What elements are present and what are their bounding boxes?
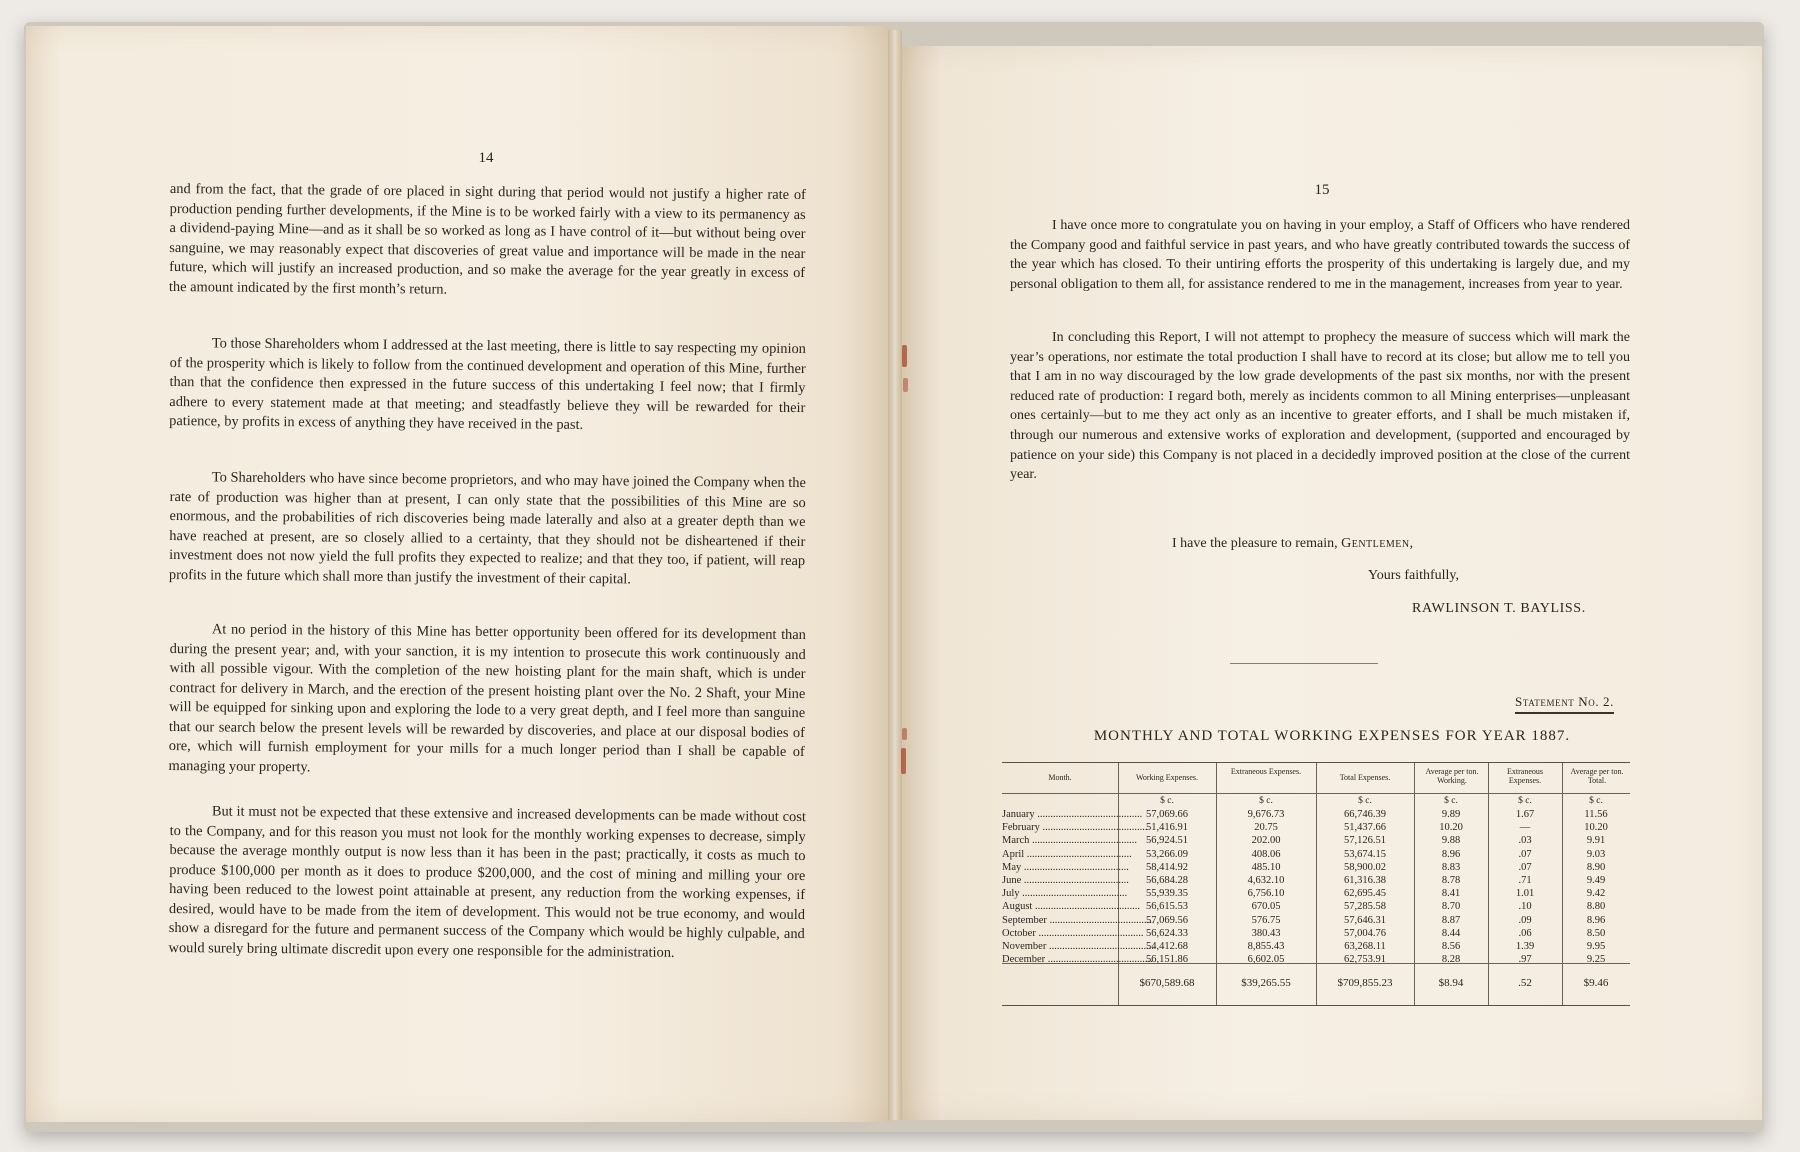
month-cell: September ........................................ bbox=[1002, 914, 1155, 926]
table-cell: 9.49 bbox=[1586, 875, 1606, 886]
table-cell: 8.44 bbox=[1441, 927, 1461, 939]
table-cell: 53,266.09 bbox=[1146, 848, 1188, 860]
table-cell: 8.50 bbox=[1586, 927, 1606, 939]
table-cell: 10.20 bbox=[1584, 822, 1608, 834]
table-cell: 61,316.38 bbox=[1344, 875, 1386, 886]
table-cell: 8,855.43 bbox=[1247, 941, 1285, 952]
table-cell: 57,285.58 bbox=[1344, 901, 1386, 913]
table-cell: 56,924.51 bbox=[1146, 835, 1188, 847]
table-title: MONTHLY AND TOTAL WORKING EXPENSES FOR YEAR 1887. bbox=[1093, 728, 1571, 744]
statement-label: Statement No. 2. bbox=[1515, 694, 1614, 714]
table-cell: 8.96 bbox=[1586, 914, 1606, 926]
table-cell: .09 bbox=[1518, 914, 1532, 926]
month-cell: March ........................................ bbox=[1002, 835, 1138, 847]
table-cell: 56,615.53 bbox=[1146, 901, 1188, 913]
left-paragraph-4: At no period in the history of this Mine has better opportunity been offered for its development than during the present year; and, with your sanction, it is my intention to prosecute this work continuously and with all possible vigour. With the completion of the new hoisting plant for the main shaft, which is under contract for delivery in March, and the erection of the present hoisting plant over the No. 2 Shaft, your Mine will be equipped for sinking upon and exploring the lode to a very great depth, and I feel more than sanguine that our search below the present levels will be rewarded by discoveries, and place at our disposal bodies of ore, which will furnish employment for your mills for a much longer period than I shall be capable of managing your property. bbox=[168, 621, 806, 775]
table-cell: 57,646.31 bbox=[1344, 914, 1386, 926]
table-cell: 8.80 bbox=[1586, 901, 1606, 913]
section-divider bbox=[1230, 663, 1378, 664]
table-cell: 8.90 bbox=[1586, 861, 1606, 873]
table-cell: 8.56 bbox=[1441, 941, 1461, 952]
header-avg-working: Average per ton. Working. bbox=[1425, 767, 1479, 785]
page-number-left: 14 bbox=[478, 150, 494, 166]
header-extraneous-per-ton: Extraneous Expenses. bbox=[1507, 767, 1543, 785]
table-cell: 9.95 bbox=[1586, 941, 1606, 952]
table-cell: 8.83 bbox=[1441, 861, 1461, 873]
table-cell: 1.67 bbox=[1515, 809, 1535, 820]
month-cell: May ........................................ bbox=[1002, 861, 1129, 873]
month-cell: June ........................................ bbox=[1002, 875, 1129, 886]
table-cell: 51,437.66 bbox=[1344, 822, 1386, 834]
table-cell: .97 bbox=[1518, 954, 1532, 966]
table-cell: 57,069.66 bbox=[1146, 809, 1188, 820]
unit-label: $ c. bbox=[1259, 796, 1273, 806]
month-cell: April ........................................ bbox=[1002, 848, 1132, 860]
table-cell: 57,069.56 bbox=[1146, 914, 1188, 926]
table-cell: 670.05 bbox=[1251, 901, 1281, 913]
totals-divider bbox=[1002, 963, 1630, 964]
table-cell: 56,684.28 bbox=[1146, 875, 1188, 886]
table-cell: 8.87 bbox=[1441, 914, 1461, 926]
table-cell: .07 bbox=[1518, 848, 1532, 860]
table-cell: 54,412.68 bbox=[1146, 941, 1188, 952]
table-cell: 8.78 bbox=[1441, 875, 1461, 886]
binding-stain bbox=[903, 378, 908, 392]
header-month: Month. bbox=[1048, 773, 1072, 782]
table-cell: 9,676.73 bbox=[1247, 809, 1285, 820]
table-cell: 8.96 bbox=[1441, 848, 1461, 860]
table-cell: 63,268.11 bbox=[1344, 941, 1386, 952]
table-cell: 6,756.10 bbox=[1247, 888, 1285, 900]
unit-label: $ c. bbox=[1358, 796, 1372, 806]
table-cell: 8.70 bbox=[1441, 901, 1461, 913]
total-extraneous: $39,265.55 bbox=[1241, 977, 1291, 989]
total-avg-working: $8.94 bbox=[1438, 977, 1464, 989]
book-gutter bbox=[888, 30, 902, 1120]
closing-remain bbox=[1172, 536, 1414, 552]
table-cell: 6,602.05 bbox=[1247, 954, 1285, 966]
table-cell: 1.39 bbox=[1515, 941, 1535, 952]
month-cell: November ........................................ bbox=[1002, 941, 1154, 952]
unit-label: $ c. bbox=[1589, 796, 1603, 806]
closing-salutation: Gentlemen, bbox=[1341, 536, 1414, 551]
month-cell: August ........................................ bbox=[1002, 901, 1140, 913]
table-cell: 9.89 bbox=[1441, 809, 1461, 820]
closing-line: I have the pleasure to remain, bbox=[1172, 536, 1338, 551]
closing-yours: Yours faithfully, bbox=[1368, 568, 1460, 583]
left-paragraph-2: To those Shareholders whom I addressed at the last meeting, there is little to say respecting my opinion of the prosperity which is likely to follow from the continued development and operation of this Mine, further than that the confidence then expressed in the future success of this undertaking I feel now; that I firmly adhere to every statement made at that meeting; and steadfastly believe they will be rewarded for their patience, by profits in excess of anything they have received in the past. bbox=[169, 335, 806, 433]
table-cell: 58,900.02 bbox=[1344, 861, 1386, 873]
month-cell: December ........................................ bbox=[1002, 954, 1153, 966]
table-cell: 202.00 bbox=[1251, 835, 1281, 847]
table-cell: 9.42 bbox=[1586, 888, 1606, 900]
right-paragraph-2: In concluding this Report, I will not attempt to prophecy the measure of success which will mark the year’s operations, nor estimate the total production I shall have to record at its close; but allow me to tell you that I am in no way discouraged by the low grade developments of the past six months, nor with the present reduced rate of production: I regard both, merely as incidents common to all Mining enterprises—unpleasant ones certainly—but to me they act only as an incentive to greater efforts, and I shall be much mistaken if, through our numerous and extensive works of exploration and development, (supported and encouraged by patience on your side) this Company is not placed in a decidedly improved position at the close of the current year. bbox=[1010, 330, 1630, 483]
left-paragraph-3: To Shareholders who have since become proprietors, and who may have joined the Company when the rate of production was higher than at present, I can only state that the possibilities of this Mine are so enormous, and the probabilities of rich discoveries being made laterally and also at a greater depth than we have reached at present, are so closely allied to a certainty, that they should not be disheartened if their investment does not now yield the full profits they expected to realize; and that they too, if patient, will reap profits in the future which shall more than justify the investment of their capital. bbox=[168, 469, 806, 587]
signature: RAWLINSON T. BAYLISS. bbox=[1412, 601, 1586, 616]
left-paragraph-5: But it must not be expected that these extensive and increased developments can be made without cost to the Company, and for this reason you must not look for the monthly working expenses to decrease, simply because the average monthly output is now less than it has been in the past; practically, it costs as much to produce $100,000 per month as it does to produce $200,000, and the cost of mining and milling your ore having been reduced to the lowest point attainable at present, any reduction from the working expenses, if desired, would have to be made from the item of development. This would not be true economy, and would show a disregard for the future and permanent success of the Company which would be highly culpable, and would surely bring ultimate discredit upon every one responsible for the administration. bbox=[168, 803, 806, 961]
table-cell: 8.28 bbox=[1441, 954, 1461, 966]
table-cell: 1.01 bbox=[1515, 888, 1535, 900]
total-working: $670,589.68 bbox=[1139, 977, 1195, 989]
table-cell: 62,695.45 bbox=[1344, 888, 1386, 900]
month-cell: October ........................................ bbox=[1002, 927, 1144, 939]
table-cell: — bbox=[1519, 822, 1531, 834]
unit-label: $ c. bbox=[1518, 796, 1532, 806]
table-cell: 20.75 bbox=[1254, 822, 1278, 834]
table-cell: 56,624.33 bbox=[1146, 927, 1188, 939]
header-avg-total: Average per ton. Total. bbox=[1570, 767, 1624, 785]
table-cell: 55,939.35 bbox=[1146, 888, 1188, 900]
total-extraneous-per-ton: .52 bbox=[1518, 977, 1532, 989]
header-extraneous: Extraneous Expenses. bbox=[1230, 767, 1302, 776]
right-paragraph-1: I have once more to congratulate you on having in your employ, a Staff of Officers who have rendered the Company good and faithful service in past years, and who have greatly contributed towards the success of the year which has closed. To their untiring efforts the prosperity of this undertaking is largely due, and my personal obligation to them all, for assistance rendered to me in the management, increases from year to year. bbox=[1010, 218, 1630, 292]
binding-stain bbox=[902, 728, 907, 740]
table-cell: .07 bbox=[1518, 861, 1532, 873]
table-cell: 57,126.51 bbox=[1344, 835, 1386, 847]
table-cell: 9.91 bbox=[1586, 835, 1606, 847]
table-cell: .10 bbox=[1518, 901, 1532, 913]
table-cell: 62,753.91 bbox=[1344, 954, 1386, 966]
table-cell: 57,004.76 bbox=[1344, 927, 1386, 939]
table-cell: 380.43 bbox=[1251, 927, 1281, 939]
table-cell: 10.20 bbox=[1439, 822, 1463, 834]
header-total: Total Expenses. bbox=[1339, 773, 1391, 782]
total-avg-total: $9.46 bbox=[1583, 977, 1609, 989]
binding-stain bbox=[901, 748, 906, 774]
table-cell: .06 bbox=[1518, 927, 1532, 939]
table-cell: 56,151.86 bbox=[1146, 954, 1188, 966]
table-cell: 53,674.15 bbox=[1344, 848, 1386, 860]
total-expenses: $709,855.23 bbox=[1337, 977, 1393, 989]
unit-label: $ c. bbox=[1160, 796, 1174, 806]
binding-stain bbox=[902, 345, 907, 367]
table-cell: 576.75 bbox=[1251, 914, 1281, 926]
page-number-right: 15 bbox=[1314, 182, 1330, 198]
expenses-table bbox=[1002, 762, 1630, 1006]
table-cell: 9.03 bbox=[1586, 848, 1606, 860]
table-cell: 4,632.10 bbox=[1247, 875, 1285, 886]
month-cell: July ........................................ bbox=[1002, 888, 1128, 900]
table-cell: 66,746.39 bbox=[1344, 809, 1386, 820]
table-cell: 9.25 bbox=[1586, 954, 1606, 966]
table-cell: 58,414.92 bbox=[1146, 861, 1188, 873]
table-cell: 8.41 bbox=[1441, 888, 1461, 900]
table-cell: 9.88 bbox=[1441, 835, 1461, 847]
table-cell: .03 bbox=[1518, 835, 1532, 847]
month-cell: January ........................................ bbox=[1002, 809, 1143, 820]
unit-label: $ c. bbox=[1444, 796, 1458, 806]
table-cell: 51,416.91 bbox=[1146, 822, 1188, 834]
table-cell: 485.10 bbox=[1251, 861, 1281, 873]
table-cell: 408.06 bbox=[1251, 848, 1281, 860]
header-working: Working Expenses. bbox=[1135, 773, 1198, 782]
left-paragraph-1: and from the fact, that the grade of ore placed in sight during that period would not justify a higher rate of production pending further developments, if the Mine is to be worked fairly with a view to its permanency as a dividend-paying Mine—and as it shall be so worked as long as I have control of it—but without being over sanguine, we may reasonably expect that discoveries of great value and importance will be made in the near future, which will justify an increased production, and so make the average for the year greatly in excess of the amount indicated by the first month’s return. bbox=[168, 180, 806, 298]
table-cell: .71 bbox=[1518, 875, 1532, 886]
table-cell: 11.56 bbox=[1584, 809, 1608, 820]
month-cell: February ........................................ bbox=[1002, 822, 1148, 834]
